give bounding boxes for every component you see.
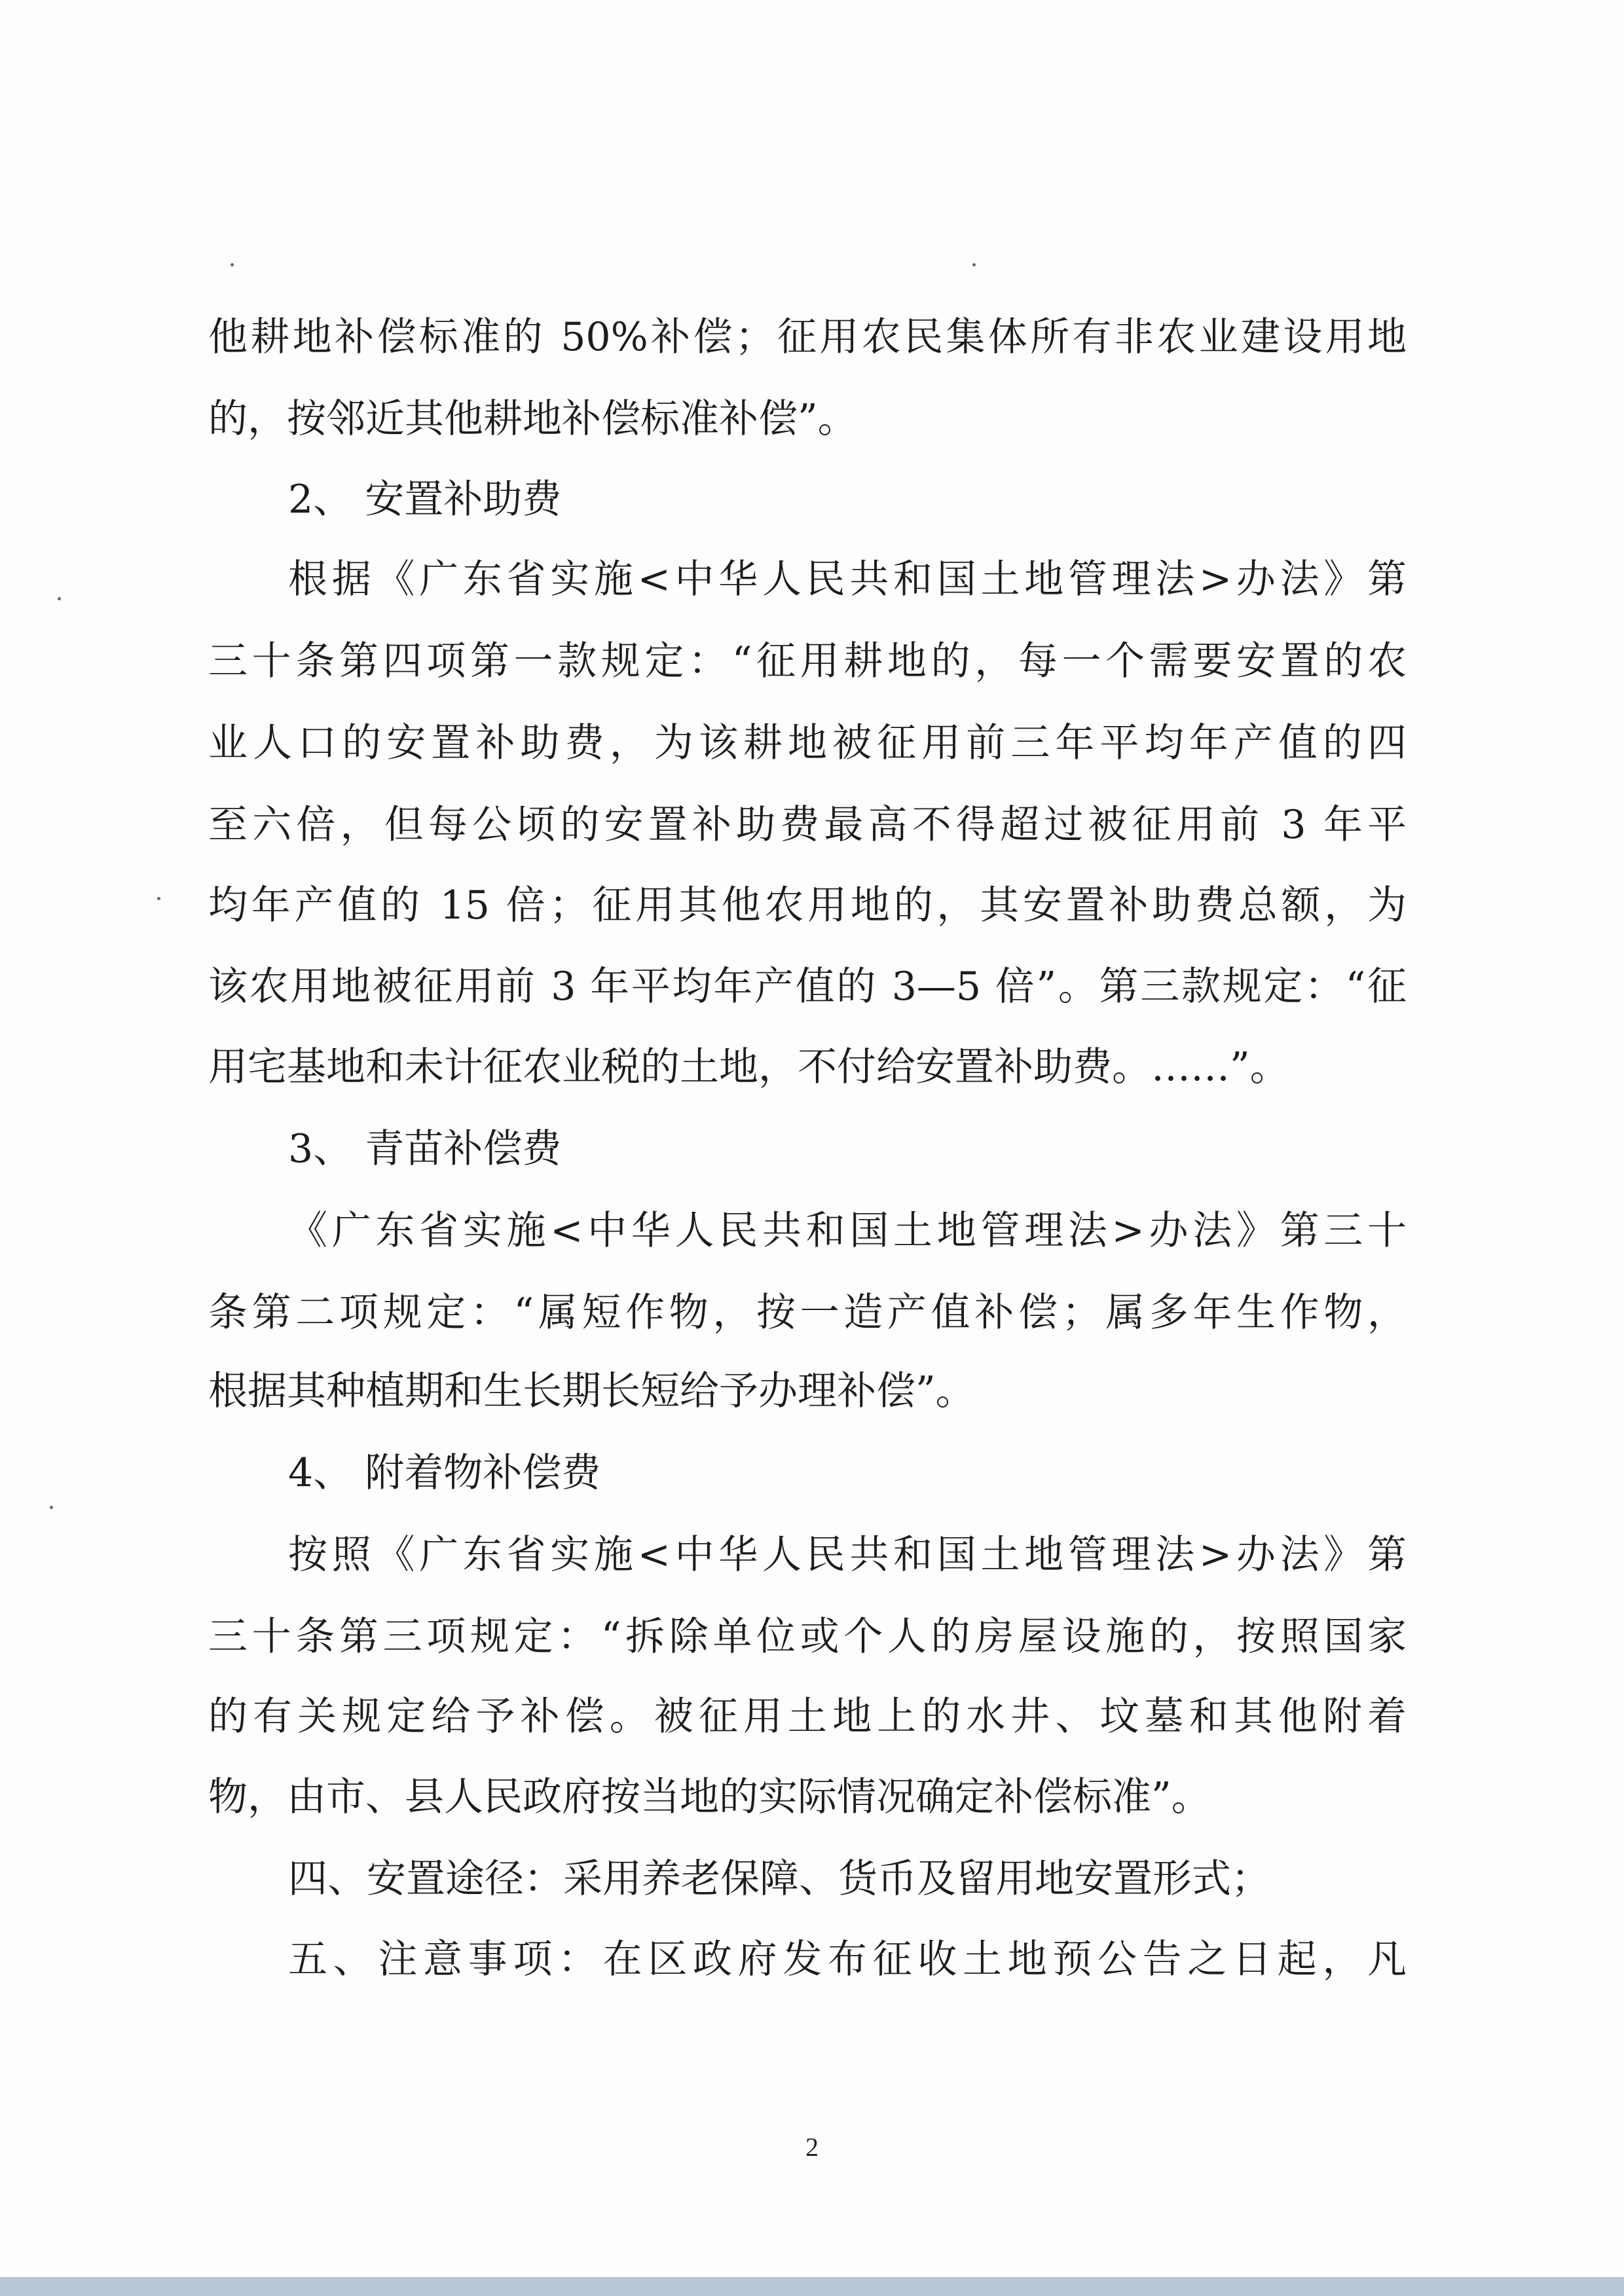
paragraph-first-line: 根据《广东省实施<中华人民共和国土地管理法>办法》第: [288, 556, 1407, 602]
body-line: 三十条第三项规定：“拆除单位或个人的房屋设施的，按照国家: [208, 1614, 1407, 1660]
section-heading: 4、 附着物补偿费: [288, 1450, 601, 1496]
body-line: 该农用地被征用前 3 年平均年产值的 3—5 倍”。第三款规定：“征: [208, 964, 1407, 1010]
paragraph-first-line: 按照《广东省实施<中华人民共和国土地管理法>办法》第: [288, 1532, 1407, 1578]
section-heading: 四、安置途径：采用养老保障、货币及留用地安置形式；: [288, 1856, 1270, 1902]
page-number: 2: [805, 2132, 819, 2162]
body-line: 的，按邻近其他耕地补偿标准补偿”。: [208, 396, 857, 442]
scan-speck: [231, 263, 234, 266]
body-line: 的有关规定给予补偿。被征用土地上的水井、坟墓和其他附着: [208, 1694, 1407, 1740]
body-line: 均年产值的 15 倍；征用其他农用地的，其安置补助费总额，为: [208, 883, 1407, 928]
scan-speck: [972, 263, 976, 266]
scan-speck: [50, 1506, 53, 1509]
body-line: 条第二项规定：“属短作物，按一造产值补偿；属多年生作物，: [208, 1290, 1407, 1336]
body-line: 物，由市、县人民政府按当地的实际情况确定补偿标准”。: [208, 1774, 1211, 1820]
body-line: 业人口的安置补助费，为该耕地被征用前三年平均年产值的四: [208, 720, 1407, 766]
scan-border: [0, 2277, 1624, 2296]
body-line: 用宅基地和未计征农业税的土地，不付给安置补助费。……”。: [208, 1044, 1289, 1090]
section-heading: 2、 安置补助费: [288, 477, 562, 522]
body-line: 至六倍，但每公顷的安置补助费最高不得超过被征用前 3 年平: [208, 802, 1407, 848]
paragraph-first-line: 五、注意事项：在区政府发布征收土地预公告之日起，凡: [288, 1937, 1407, 1982]
body-line: 三十条第四项第一款规定：“征用耕地的，每一个需要安置的农: [208, 638, 1407, 684]
body-line: 他耕地补偿标准的 50%补偿；征用农民集体所有非农业建设用地: [208, 314, 1407, 360]
paragraph-first-line: 《广东省实施<中华人民共和国土地管理法>办法》第三十: [288, 1208, 1407, 1254]
scan-speck: [157, 897, 160, 900]
body-line: 根据其种植期和生长期长短给予办理补偿”。: [208, 1368, 975, 1414]
scan-speck: [58, 597, 61, 600]
section-heading: 3、 青苗补偿费: [288, 1126, 562, 1172]
